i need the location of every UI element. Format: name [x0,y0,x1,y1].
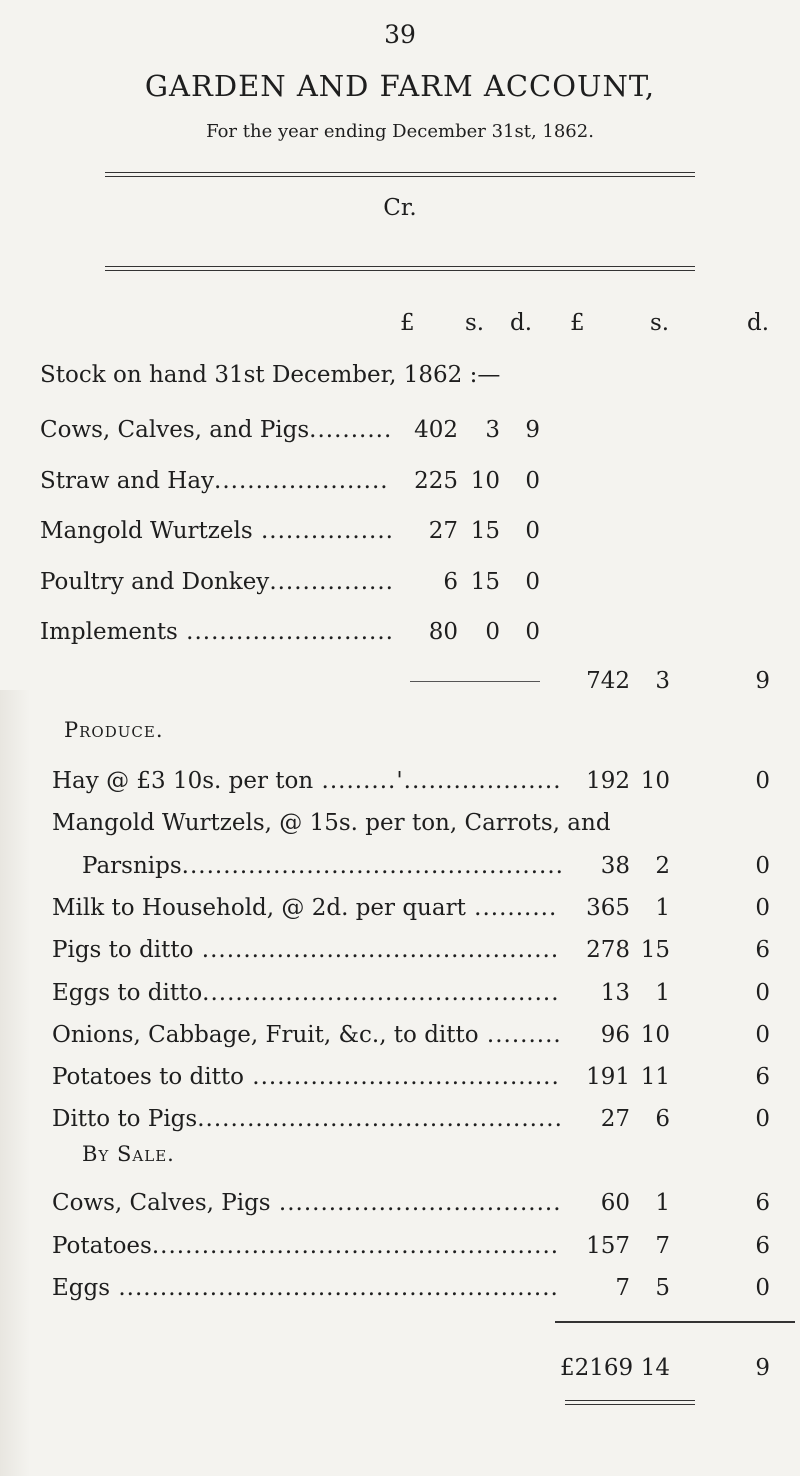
produce-label: Ditto to Pigs............................................ [52,1106,563,1133]
grand-total-pence: 9 [755,1355,770,1381]
sale-pounds: 7 [615,1275,630,1301]
grand-total-pounds: £2169 [560,1355,634,1381]
produce-heading: Produce. [64,718,164,742]
leader-dots: ............................................ [197,1106,563,1133]
stock-row [0,569,800,609]
stock-pounds: 6 [443,568,458,595]
sale-pounds: 157 [586,1232,630,1259]
stock-pounds: 402 [414,417,458,443]
sale-row [0,1233,800,1273]
produce-pence: 0 [755,852,770,879]
stock-pence: 9 [525,417,540,443]
stock-row [0,468,800,508]
sale-pence: 0 [755,1275,770,1301]
leader-dots: .................................. [270,1190,562,1216]
produce-pounds: 96 [600,1021,630,1048]
leader-dots: ..................................................... [110,1275,559,1301]
leader-dots: ............... [269,568,394,595]
stock-label: Implements ......................... [40,619,394,645]
produce-row [0,768,800,808]
stock-subtotal-rule [410,681,540,682]
header-c2-pounds: £ [570,310,585,336]
produce-label: Hay @ £3 10s. per ton .........'................... [52,768,562,794]
produce-label: Eggs to ditto........................................... [52,979,560,1006]
page-title: GARDEN AND FARM ACCOUNT, [144,69,656,103]
produce-shillings: 10 [640,1021,670,1048]
bottom-rule-1 [565,1400,695,1401]
leader-dots: ......... [478,1021,562,1048]
produce-shillings: 1 [655,894,670,921]
stock-pounds: 27 [428,518,458,544]
produce-pounds: 27 [600,1106,630,1133]
stock-pence: 0 [525,568,540,595]
produce-label: Pigs to ditto ........................................... [52,937,560,964]
header-c1-pence: d. [510,310,533,336]
stock-shillings: 15 [470,518,500,544]
stock-shillings: 0 [485,619,500,645]
leader-dots: ................ [252,518,394,544]
page-number: 39 [384,20,416,49]
produce-label: Parsnips.............................................. [82,852,564,879]
produce-pounds: 278 [586,937,630,964]
produce-pence: 0 [755,1021,770,1048]
stock-row [0,417,800,457]
top-rule-2 [105,176,695,177]
produce-label: Milk to Household, @ 2d. per quart .......... [52,894,558,921]
sale-label: Potatoes................................................. [52,1232,560,1259]
produce-pounds: 192 [586,768,630,794]
stock-label: Mangold Wurtzels ................ [40,518,394,544]
produce-pounds: 191 [586,1064,630,1091]
stock-label: Poultry and Donkey............... [40,568,394,595]
stock-heading: Stock on hand 31st December, 1862 :— [40,362,501,388]
sale-pounds: 60 [600,1190,630,1216]
sale-shillings: 7 [655,1232,670,1259]
leader-dots: ........................................... [193,937,560,964]
stock-shillings: 10 [470,467,500,494]
stock-pounds: 80 [428,619,458,645]
stock-total-pence: 9 [755,668,770,694]
produce-label: Mangold Wurtzels, @ 15s. per ton, Carrots, and [52,810,611,837]
stock-pence: 0 [525,518,540,544]
stock-label: Cows, Calves, and Pigs.......... [40,417,393,443]
page-subtitle: For the year ending December 31st, 1862. [206,121,594,142]
leader-dots: .........'................... [313,768,562,794]
produce-row [0,895,800,935]
produce-shillings: 10 [640,768,670,794]
top-rule-1 [105,172,695,173]
produce-shillings: 11 [640,1064,670,1091]
leader-dots: ..................... [214,467,389,494]
stock-total-shillings: 3 [655,668,670,694]
produce-pence: 6 [755,937,770,964]
produce-shillings: 1 [655,979,670,1006]
produce-shillings: 15 [640,937,670,964]
produce-row [0,1064,800,1104]
stock-shillings: 15 [470,568,500,595]
stock-shillings: 3 [485,417,500,443]
grand-total-rule [555,1321,795,1323]
produce-pence: 0 [755,979,770,1006]
produce-row [0,937,800,977]
produce-row [0,1022,800,1062]
leader-dots: ......................... [177,619,394,645]
produce-label: Potatoes to ditto ..................................... [52,1064,560,1091]
leader-dots: .............................................. [181,852,564,879]
sale-row [0,1190,800,1230]
header-rule-2 [105,270,695,271]
stock-row [0,619,800,659]
produce-pounds: 365 [586,894,630,921]
grand-total-shillings: 14 [640,1355,670,1381]
produce-pence: 6 [755,1064,770,1091]
produce-pence: 0 [755,768,770,794]
stock-pence: 0 [525,619,540,645]
leader-dots: .......... [465,894,558,921]
leader-dots: ..................................... [243,1064,560,1091]
produce-row [0,853,800,893]
produce-row [0,810,800,850]
header-c2-pence: d. [747,310,770,336]
header-rule-1 [105,266,695,267]
produce-pence: 0 [755,1106,770,1133]
stock-pence: 0 [525,467,540,494]
bottom-rule-2 [565,1404,695,1405]
leader-dots: ........................................... [202,979,560,1006]
sale-pence: 6 [755,1232,770,1259]
header-c1-pounds: £ [400,310,415,336]
stock-label: Straw and Hay..................... [40,467,389,494]
stock-total-pounds: 742 [586,668,630,694]
produce-pence: 0 [755,894,770,921]
produce-pounds: 13 [600,979,630,1006]
credit-marker: Cr. [383,195,417,221]
header-c1-shillings: s. [465,310,485,336]
leader-dots: ................................................. [151,1232,560,1259]
sale-pence: 6 [755,1190,770,1216]
stock-row [0,518,800,558]
sale-row [0,1275,800,1315]
produce-shillings: 2 [655,852,670,879]
sale-shillings: 5 [655,1275,670,1301]
sale-heading: By Sale. [82,1142,175,1166]
sale-shillings: 1 [655,1190,670,1216]
sale-label: Cows, Calves, Pigs .................................. [52,1190,562,1216]
produce-label: Onions, Cabbage, Fruit, &c., to ditto ......... [52,1021,562,1048]
produce-row [0,1106,800,1146]
header-c2-shillings: s. [650,310,670,336]
stock-pounds: 225 [414,467,458,494]
produce-pounds: 38 [600,852,630,879]
sale-label: Eggs ..................................................... [52,1275,559,1301]
produce-shillings: 6 [655,1106,670,1133]
leader-dots: .......... [309,417,393,443]
produce-row [0,980,800,1020]
